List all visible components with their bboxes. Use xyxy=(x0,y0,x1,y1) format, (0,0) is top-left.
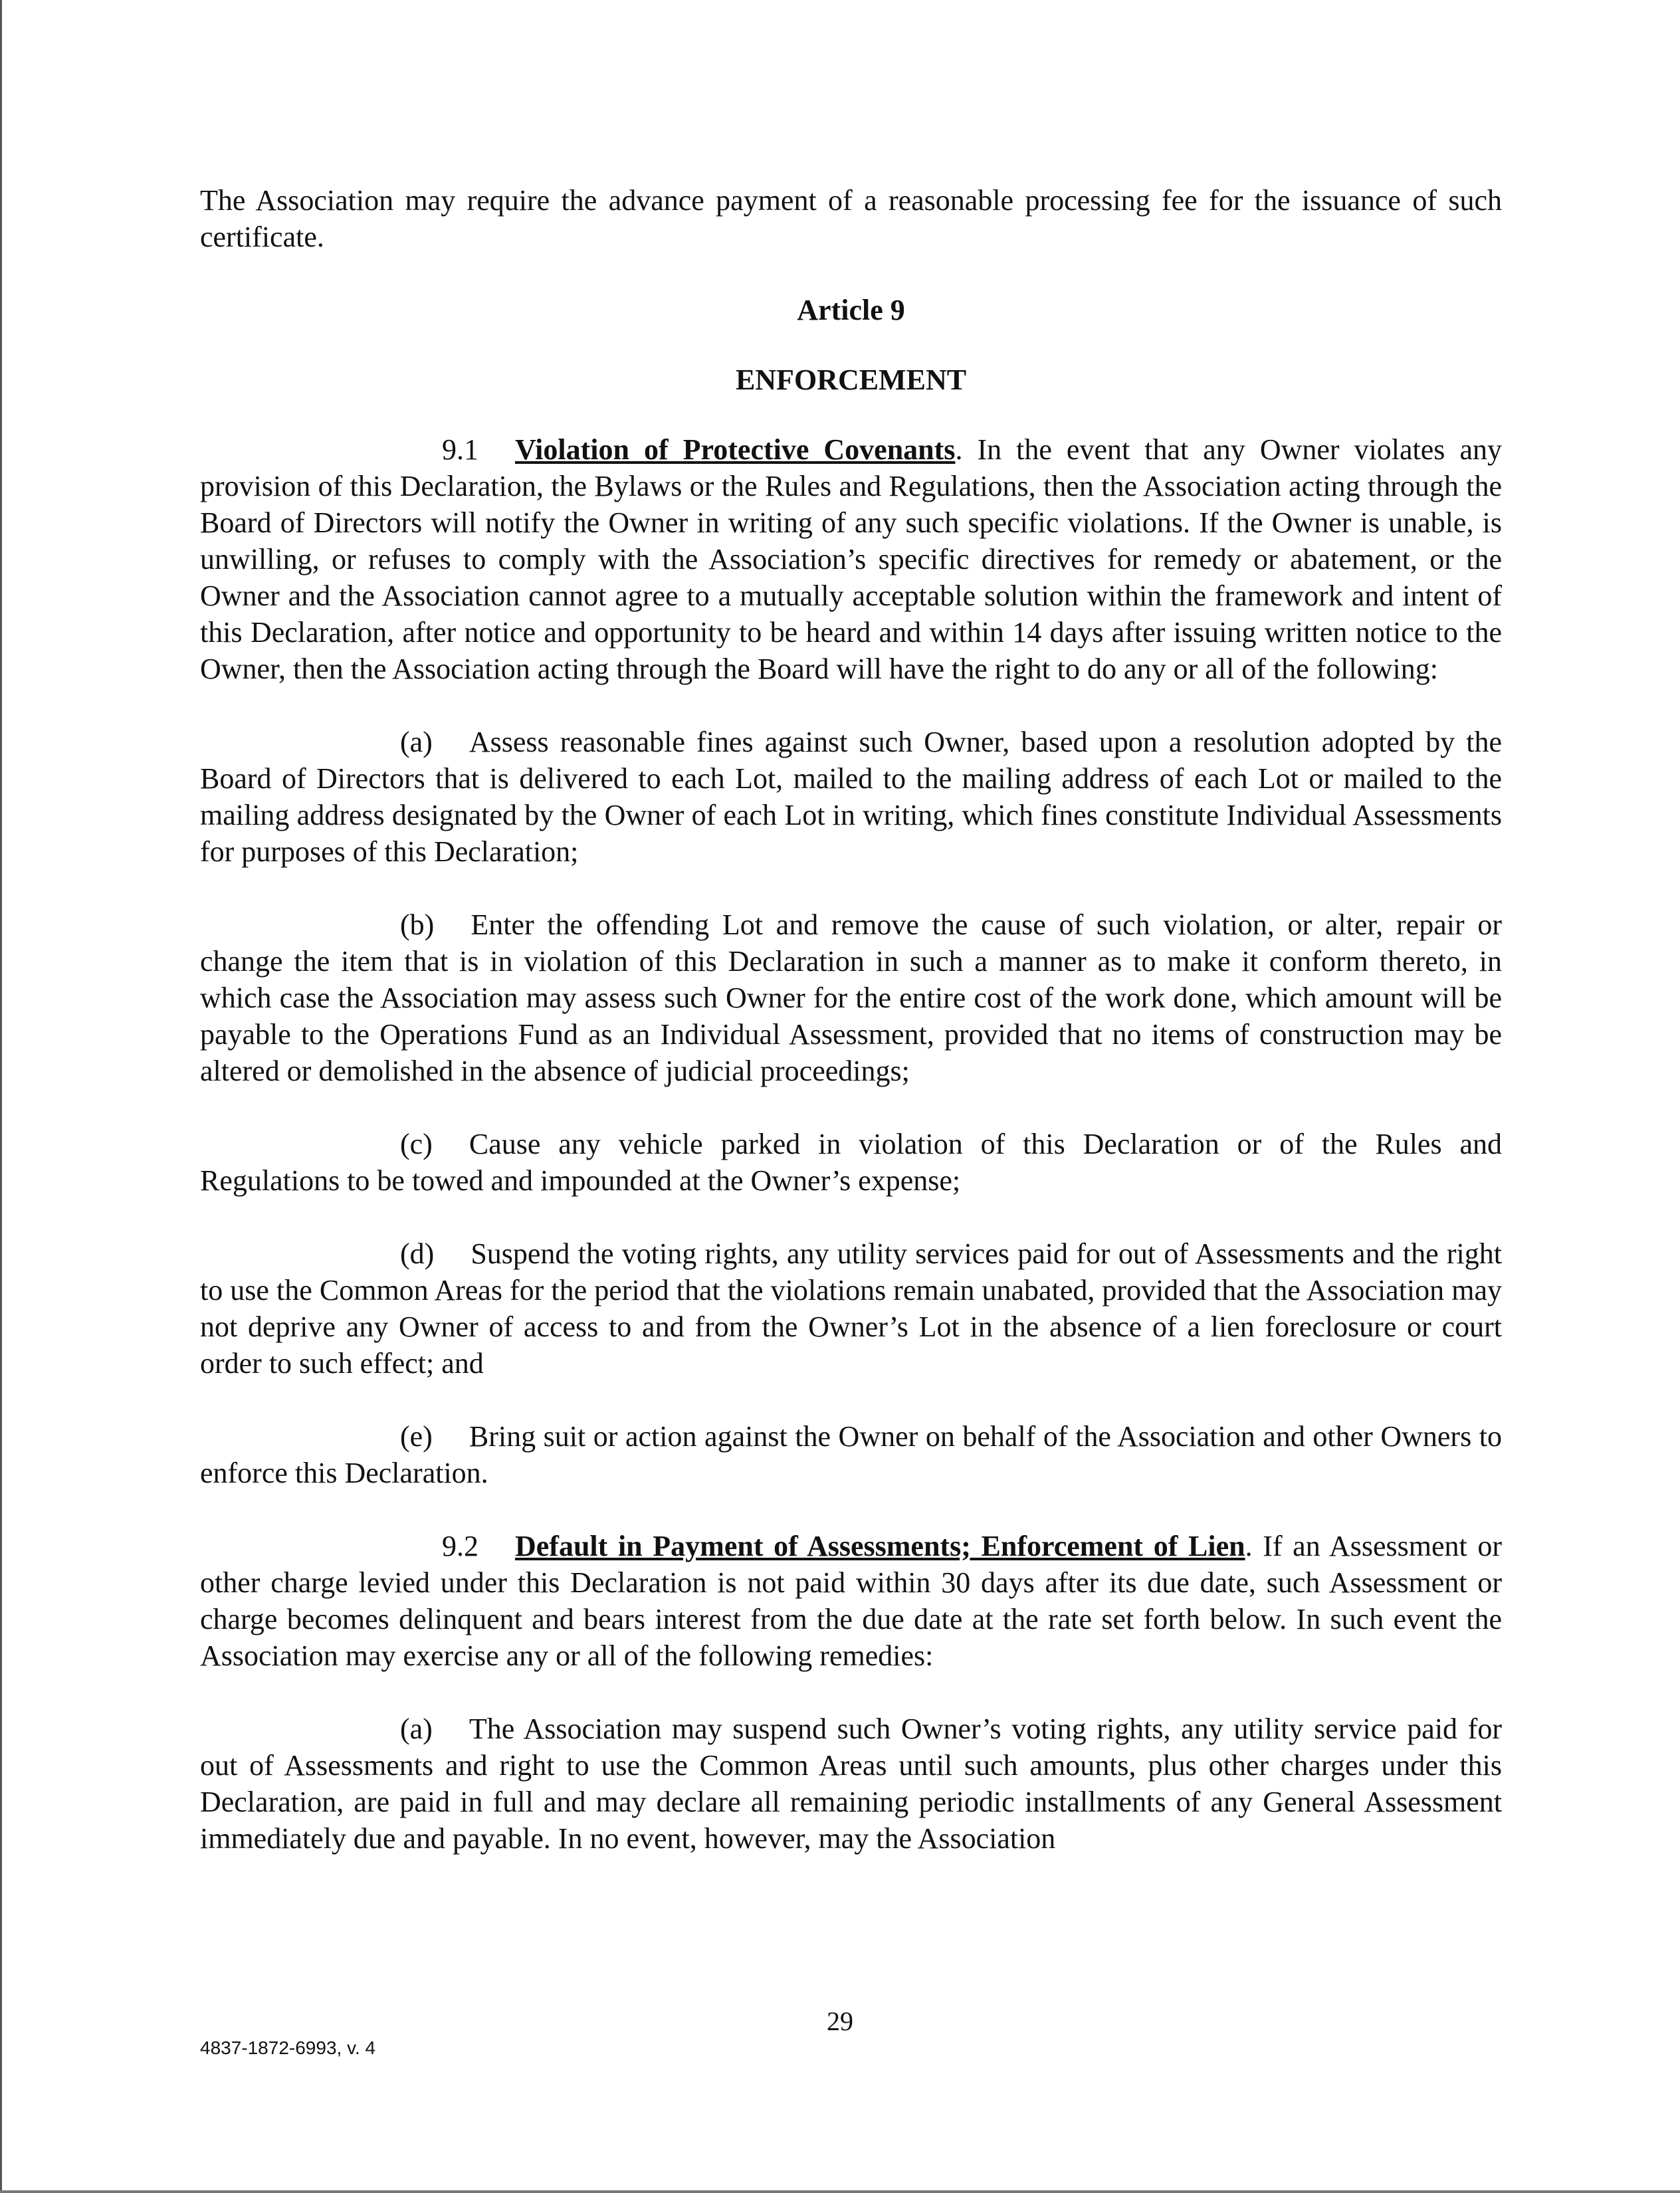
page-content xyxy=(200,182,1502,1893)
section-9-2-paragraph xyxy=(200,1528,1502,1674)
intro-paragraph: The Association may require the advance payment of a reasonable processing fee for the issuance of such certificate. xyxy=(200,184,1502,253)
item-label: (a) xyxy=(400,726,433,758)
section-9-2-body: . If an Assessment or other charge levied under this Declaration is not paid within 30 days after its due date, such Assessment or charge becomes delinquent and bears interest from the due date at the rate set forth below. In such event the Association may exercise any or all of the following remedies: xyxy=(200,1530,1503,1672)
section-9-2-heading: Default in Payment of Assessments; Enforcement of Lien xyxy=(515,1530,1245,1562)
item-text: The Association may suspend such Owner’s voting rights, any utility service paid for out of Assessments and right to use the Common Areas until such amounts, plus other charges under this Declaration, are paid in full and may declare all remaining periodic installments of any General Assessment immediately due and payable. In no event, however, may the Association xyxy=(200,1713,1502,1855)
section-9-1-body: . In the event that any Owner violates any provision of this Declaration, the Bylaws or the Rules and Regulations, then the Association acting through the Board of Directors will notify the Owner in writing of any such specific violations. If the Owner is unable, is unwilling, or refuses to comply with the Association’s specific directives for remedy or abatement, or the Owner and the Association cannot agree to a mutually acceptable solution within the framework and intent of this Declaration, after notice and opportunity to be heard and within 14 days after issuing written notice to the Owner, then the Association acting through the Board will have the right to do any or all of the following: xyxy=(200,433,1502,685)
item-label: (e) xyxy=(400,1420,433,1453)
section-9-2-number: 9.2 xyxy=(442,1530,478,1562)
section-9-2-item-a xyxy=(200,1711,1502,1857)
scan-edge-bottom xyxy=(0,2190,1680,2193)
section-9-1-heading: Violation of Protective Covenants xyxy=(515,433,956,466)
section-9-1-item-c xyxy=(200,1126,1502,1199)
section-9-1-item-a xyxy=(200,724,1502,870)
section-9-1-number: 9.1 xyxy=(442,433,478,466)
item-label: (c) xyxy=(400,1128,433,1160)
page-number: 29 xyxy=(827,2006,853,2036)
section-9-1-item-b xyxy=(200,906,1502,1089)
section-9-1-paragraph xyxy=(200,431,1502,687)
item-text: Assess reasonable fines against such Owner, based upon a resolution adopted by the Board of Directors that is delivered to each Lot, mailed to the mailing address of each Lot or mailed to the mailing address designated by the Owner of each Lot in writing, which fines constitute Individual Assessments for purposes of this Declaration; xyxy=(200,726,1502,868)
scan-edge-left xyxy=(0,0,2,2193)
item-text: Cause any vehicle parked in violation of this Declaration or of the Rules and Regulations to be towed and impounded at the Owner’s expense; xyxy=(200,1128,1502,1197)
item-label: (b) xyxy=(400,908,435,941)
item-text: Suspend the voting rights, any utility services paid for out of Assessments and the right to use the Common Areas for the period that the violations remain unabated, provided that the Association may not deprive any Owner of access to and from the Owner’s Lot in the absence of a lien foreclosure or court order to such effect; and xyxy=(200,1237,1502,1380)
document-id: 4837-1872-6993, v. 4 xyxy=(200,2037,376,2058)
section-9-1-item-e xyxy=(200,1418,1502,1491)
item-label: (d) xyxy=(400,1237,435,1270)
article-number: Article 9 xyxy=(797,294,905,326)
item-text: Bring suit or action against the Owner on behalf of the Association and other Owners to enforce this Declaration. xyxy=(200,1420,1502,1489)
section-9-1-item-d xyxy=(200,1235,1502,1382)
article-title: ENFORCEMENT xyxy=(735,364,967,396)
item-text: Enter the offending Lot and remove the cause of such violation, or alter, repair or change the item that is in violation of this Declaration in such a manner as to make it conform thereto, in which case the Association may assess such Owner for the entire cost of the work done, which amount will be payable to the Operations Fund as an Individual Assessment, provided that no items of construction may be altered or demolished in the absence of judicial proceedings; xyxy=(200,908,1502,1087)
item-label: (a) xyxy=(400,1713,433,1745)
